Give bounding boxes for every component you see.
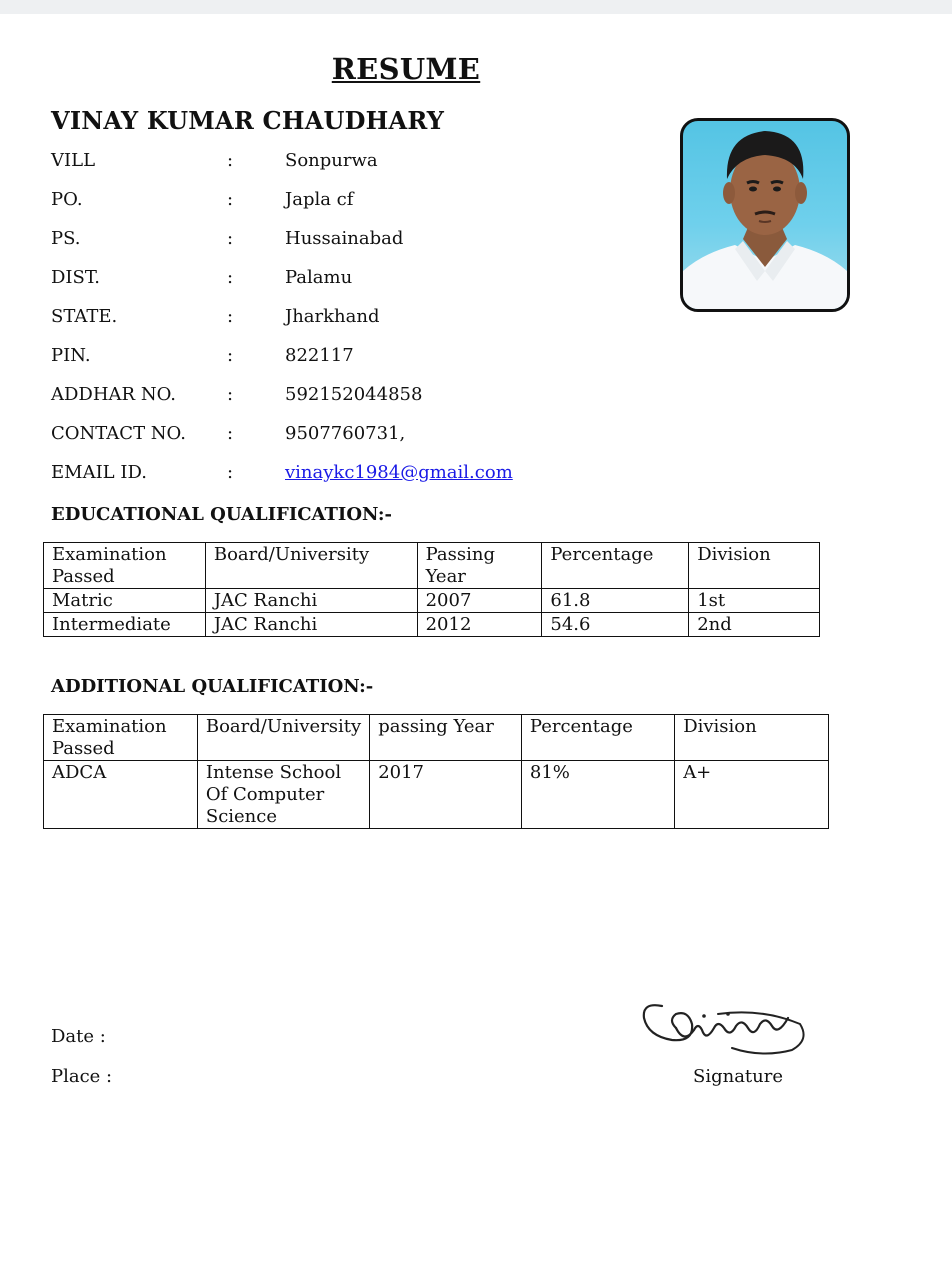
education-heading: EDUCATIONAL QUALIFICATION:-	[51, 504, 392, 525]
page-title: RESUME	[331, 52, 481, 86]
header-cell: Board/University	[197, 715, 369, 761]
header-cell: Division	[675, 715, 829, 761]
info-label: VILL	[51, 150, 96, 171]
table-cell: JAC Ranchi	[205, 589, 417, 613]
info-colon: :	[227, 150, 234, 171]
header-cell: passing Year	[370, 715, 522, 761]
table-cell: 54.6	[542, 613, 689, 637]
header-cell: Division	[689, 543, 820, 589]
table-row	[44, 761, 829, 829]
header-cell: Board/University	[205, 543, 417, 589]
header-cell: Percentage	[521, 715, 674, 761]
info-label: ADDHAR NO.	[51, 384, 177, 405]
table-header-row	[44, 715, 829, 761]
header-cell: Examination Passed	[44, 543, 206, 589]
table-header-row	[44, 543, 820, 589]
info-value: Palamu	[285, 267, 353, 288]
info-value: Japla cf	[285, 189, 354, 210]
date-label: Date :	[51, 1026, 106, 1047]
info-colon: :	[227, 345, 234, 366]
table-cell: 2012	[417, 613, 542, 637]
education-table	[43, 542, 820, 637]
table-cell: 1st	[689, 589, 820, 613]
additional-heading: ADDITIONAL QUALIFICATION:-	[51, 676, 374, 697]
info-colon: :	[227, 228, 234, 249]
info-label: CONTACT NO.	[51, 423, 186, 444]
info-colon: :	[227, 423, 234, 444]
table-cell: 81%	[521, 761, 674, 829]
info-label: EMAIL ID.	[51, 462, 147, 483]
header-cell: Examination Passed	[44, 715, 198, 761]
person-photo-icon	[683, 121, 847, 309]
candidate-name: VINAY KUMAR CHAUDHARY	[51, 106, 445, 135]
info-colon: :	[227, 462, 234, 483]
table-cell: ADCA	[44, 761, 198, 829]
info-label: STATE.	[51, 306, 118, 327]
info-value: Sonpurwa	[285, 150, 378, 171]
table-cell: JAC Ranchi	[205, 613, 417, 637]
table-cell: 61.8	[542, 589, 689, 613]
table-cell: A+	[675, 761, 829, 829]
table-row	[44, 613, 820, 637]
table-cell: 2007	[417, 589, 542, 613]
info-colon: :	[227, 306, 234, 327]
table-cell: Matric	[44, 589, 206, 613]
info-label: DIST.	[51, 267, 100, 288]
info-value: 592152044858	[285, 384, 423, 405]
place-label: Place :	[51, 1066, 113, 1087]
info-colon: :	[227, 384, 234, 405]
handwritten-signature-icon	[632, 984, 812, 1074]
table-cell: 2017	[370, 761, 522, 829]
table-row	[44, 589, 820, 613]
header-cell: Percentage	[542, 543, 689, 589]
info-colon: :	[227, 267, 234, 288]
info-value: 822117	[285, 345, 354, 366]
info-colon: :	[227, 189, 234, 210]
info-label: PS.	[51, 228, 81, 249]
table-cell: Intermediate	[44, 613, 206, 637]
info-label: PIN.	[51, 345, 91, 366]
info-value: Hussainabad	[285, 228, 404, 249]
signature-label: Signature	[693, 1066, 784, 1087]
info-value: Jharkhand	[285, 306, 380, 327]
header-cell: Passing Year	[417, 543, 542, 589]
info-value: 9507760731,	[285, 423, 406, 444]
profile-photo	[680, 118, 850, 312]
additional-table	[43, 714, 829, 829]
email-link[interactable]: vinaykc1984@gmail.com	[285, 462, 513, 483]
table-cell: 2nd	[689, 613, 820, 637]
info-label: PO.	[51, 189, 83, 210]
resume-page	[0, 14, 952, 1287]
table-cell: Intense School Of Computer Science	[197, 761, 369, 829]
